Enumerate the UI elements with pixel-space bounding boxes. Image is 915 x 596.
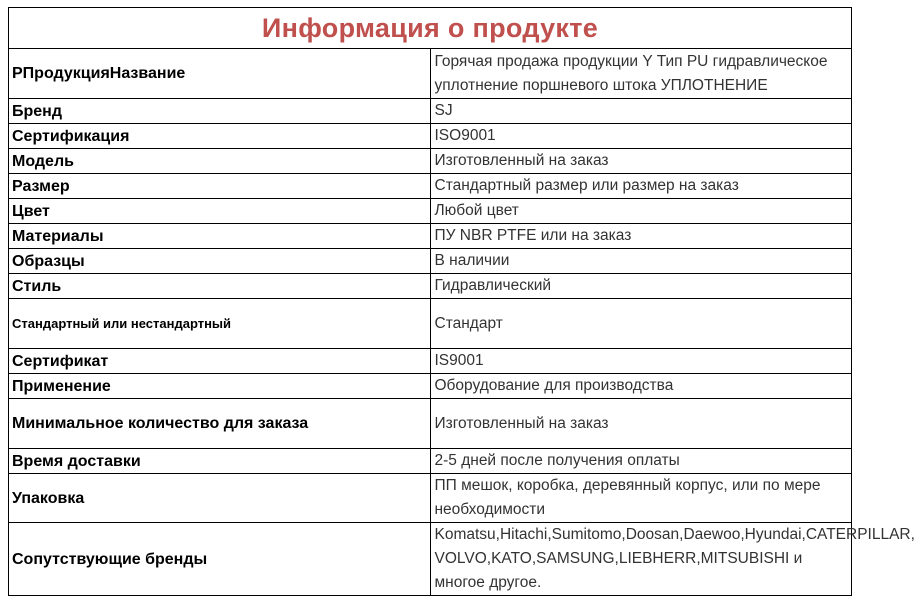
row-label-packaging: Упаковка [9,474,431,523]
table-row [9,374,852,399]
row-value-materials: ПУ NBR PTFE или на заказ [430,224,852,249]
row-label-style: Стиль [9,274,431,299]
row-value-application: Оборудование для производства [430,374,852,399]
row-label-certificate: Сертификат [9,349,431,374]
row-value-model: Изготовленный на заказ [430,149,852,174]
row-label-size: Размер [9,174,431,199]
table-title-row [9,8,852,49]
row-label-application: Применение [9,374,431,399]
row-value-certification: ISO9001 [430,124,852,149]
table-row [9,474,852,523]
row-label-moq: Минимальное количество для заказа [9,399,431,449]
row-label-related-brands: Сопутствующие бренды [9,523,431,596]
table-row [9,349,852,374]
row-value-standard: Стандарт [430,299,852,349]
table-row [9,299,852,349]
row-value-delivery-time: 2-5 дней после получения оплаты [430,449,852,474]
row-label-product-name: PПродукцияНазвание [9,49,431,99]
table-row [9,249,852,274]
row-value-style: Гидравлический [430,274,852,299]
table-row [9,174,852,199]
row-label-standard: Стандартный или нестандартный [9,299,431,349]
table-row [9,224,852,249]
table-row [9,99,852,124]
row-value-product-name: Горячая продажа продукции Y Тип PU гидравлическое уплотнение поршневого штока УПЛОТНЕНИЕ [430,49,852,99]
product-info-container [8,7,915,596]
row-label-delivery-time: Время доставки [9,449,431,474]
row-value-color: Любой цвет [430,199,852,224]
row-label-materials: Материалы [9,224,431,249]
table-row [9,199,852,224]
product-info-table [8,7,915,596]
table-title: Информация о продукте [9,8,852,49]
row-value-certificate: IS9001 [430,349,852,374]
row-label-color: Цвет [9,199,431,224]
table-row [9,523,852,596]
row-label-samples: Образцы [9,249,431,274]
row-value-moq: Изготовленный на заказ [430,399,852,449]
table-row [9,399,852,449]
row-value-brand: SJ [430,99,852,124]
table-row [9,274,852,299]
table-row [9,49,852,99]
row-value-samples: В наличии [430,249,852,274]
row-value-packaging: ПП мешок, коробка, деревянный корпус, или по мере необходимости [430,474,852,523]
table-row [9,149,852,174]
row-label-model: Модель [9,149,431,174]
table-row [9,124,852,149]
row-label-certification: Сертификация [9,124,431,149]
table-row [9,449,852,474]
row-value-related-brands: Komatsu,Hitachi,Sumitomo,Doosan,Daewoo,Hyundai,CATERPILLAR, VOLVO,KATO,SAMSUNG,LIEBHERR,MITSUBISHI и многое другое. [430,523,852,596]
row-value-size: Стандартный размер или размер на заказ [430,174,852,199]
row-label-brand: Бренд [9,99,431,124]
